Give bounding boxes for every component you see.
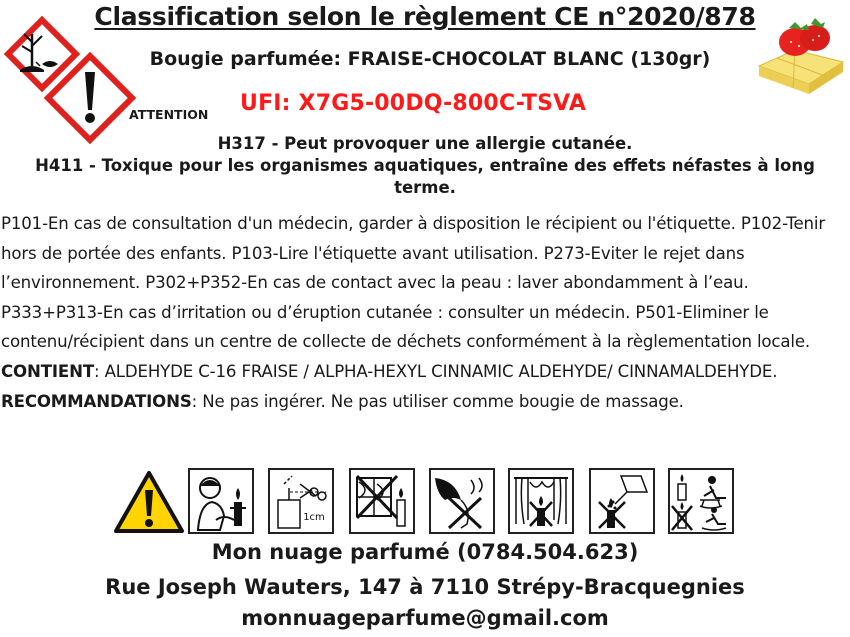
no-curtains-nearby-icon xyxy=(508,468,574,534)
company-name: Mon nuage parfumé (0784.504.623) xyxy=(211,540,639,564)
ufi-code: UFI: X7G5-00DQ-800C-TSVA xyxy=(240,91,587,116)
strawberry-chocolate-icon xyxy=(755,14,847,96)
recommendations-label: RECOMMANDATIONS xyxy=(1,391,192,411)
document-title: Classification selon le règlement CE n°2020/878 xyxy=(94,2,756,31)
warning-triangle-icon xyxy=(113,470,185,534)
hazard-h317: H317 - Peut provoquer une allergie cutanée. xyxy=(217,134,633,153)
signal-word: ATTENTION xyxy=(129,107,209,122)
ghs-pictograms xyxy=(2,14,142,144)
company-address: Rue Joseph Wauters, 147 à 7110 Strépy-Bracquegnies xyxy=(105,575,745,599)
no-drafts-icon xyxy=(349,468,415,534)
recommendations-text: : Ne pas ingérer. Ne pas utiliser comme bougie de massage. xyxy=(191,391,684,411)
contains-text: : ALDEHYDE C-16 FRAISE / ALPHA-HEXYL CINNAMIC ALDEHYDE/ CINNAMALDEHYDE. xyxy=(94,361,778,381)
precautionary-statements xyxy=(1,209,849,416)
hazard-h411: H411 - Toxique pour les organismes aquatiques, entraîne des effets néfastes à long terme. xyxy=(35,156,815,197)
trim-wick-icon xyxy=(268,468,334,534)
contains-label: CONTIENT xyxy=(1,361,95,381)
keep-away-children-icon xyxy=(188,468,254,534)
hazard-statements xyxy=(10,133,840,199)
wick-length-label: 1cm xyxy=(303,512,325,523)
product-name: Bougie parfumée: FRAISE-CHOCOLAT BLANC (130gr) xyxy=(149,48,711,70)
no-inhalation-icon xyxy=(429,468,495,534)
never-leave-unattended-icon xyxy=(668,468,734,534)
precaution-text: P101-En cas de consultation d'un médecin, garder à disposition le récipient ou l'étiquette. P102-Tenir hors de portée des enfants. P103-Lire l'étiquette avant utilisation. P273-Eviter le rejet dans l’environnement. P302+P352-En cas de contact avec la peau : laver abondamment à l’eau. P333+P313-En cas d’irritation ou d’éruption cutanée : consulter un médecin. P501-Eliminer le contenu/récipient dans un centre de collecte de déchets conformément à la règlementation locale. xyxy=(1,214,826,352)
company-email: monnuageparfume@gmail.com xyxy=(241,606,609,630)
no-water-extinguish-icon xyxy=(589,468,655,534)
